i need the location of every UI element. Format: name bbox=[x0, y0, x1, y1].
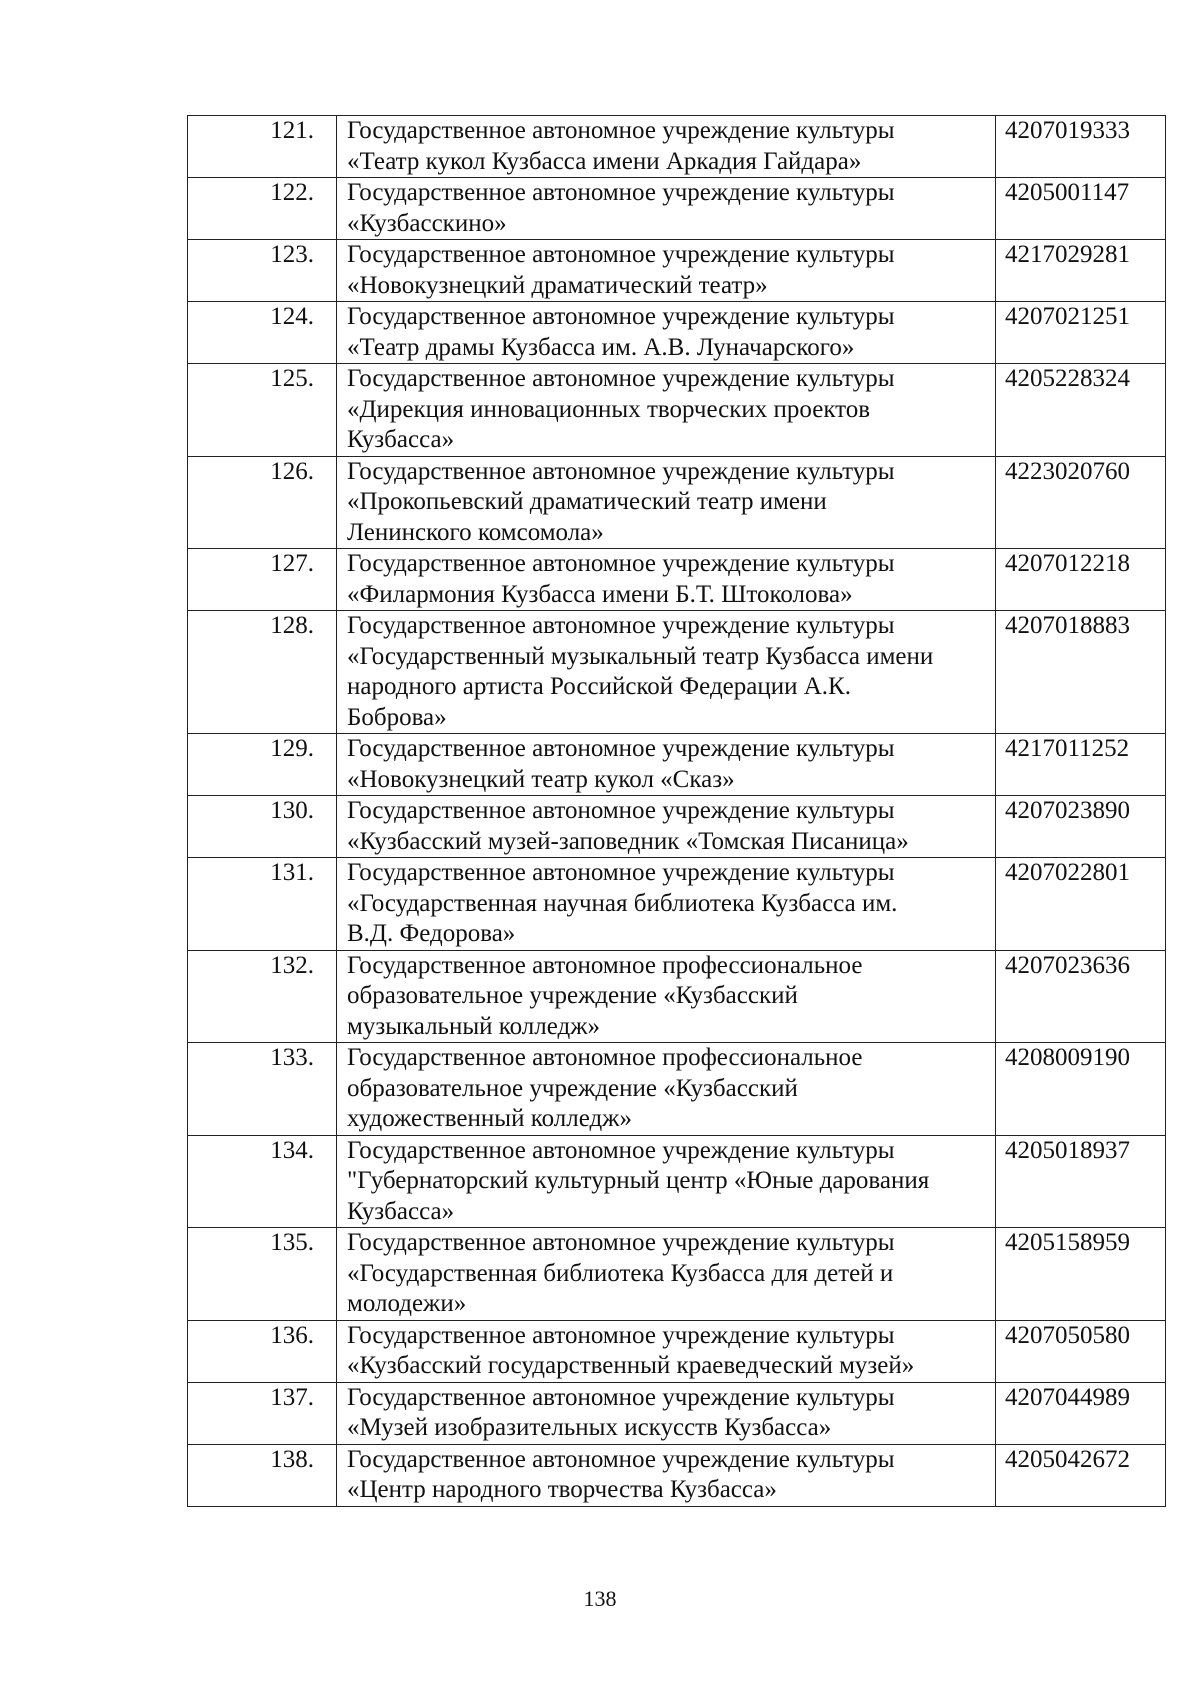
row-number-cell bbox=[188, 302, 337, 364]
table-row bbox=[188, 302, 1166, 364]
inn-cell bbox=[996, 456, 1166, 549]
inn-value: 4208009190 bbox=[1005, 1044, 1130, 1071]
institution-name-cell bbox=[337, 456, 996, 549]
table-row bbox=[188, 734, 1166, 796]
institution-name-cell bbox=[337, 240, 996, 302]
row-number: 132. bbox=[270, 951, 314, 979]
row-number-cell bbox=[188, 364, 337, 457]
row-number: 121. bbox=[270, 117, 314, 144]
institution-name-cell bbox=[337, 734, 996, 796]
institution-name: Государственное автономное учреждение культуры "Губернаторский культурный центр «Юные дарования Кузбасса» bbox=[347, 1136, 930, 1225]
table-row bbox=[188, 178, 1166, 240]
table-row bbox=[188, 364, 1166, 457]
inn-cell bbox=[996, 1135, 1166, 1228]
table-row bbox=[188, 1382, 1166, 1444]
institution-name-cell bbox=[337, 1320, 996, 1382]
institution-name-cell bbox=[337, 364, 996, 457]
row-number-cell bbox=[188, 796, 337, 858]
row-number-cell bbox=[188, 549, 337, 611]
institution-name-cell bbox=[337, 858, 996, 951]
table-row bbox=[188, 116, 1166, 178]
institution-name-cell bbox=[337, 950, 996, 1043]
row-number-cell bbox=[188, 1043, 337, 1136]
inn-value: 4207044989 bbox=[1005, 1383, 1130, 1411]
row-number-cell bbox=[188, 1382, 337, 1444]
inn-value: 4205228324 bbox=[1005, 365, 1130, 392]
institution-name: Государственное автономное учреждение культуры «Кузбасский государственный краеведческий музей» bbox=[347, 1321, 915, 1379]
inn-value: 4207019333 bbox=[1005, 117, 1130, 144]
row-number-cell bbox=[188, 116, 337, 178]
inn-cell bbox=[996, 1382, 1166, 1444]
row-number-cell bbox=[188, 1320, 337, 1382]
table-row bbox=[188, 1135, 1166, 1228]
row-number: 133. bbox=[270, 1044, 314, 1071]
institution-name-cell bbox=[337, 611, 996, 734]
inn-value: 4207022801 bbox=[1005, 859, 1130, 886]
institution-name-cell bbox=[337, 1382, 996, 1444]
inn-value: 4205042672 bbox=[1005, 1445, 1130, 1473]
row-number: 135. bbox=[270, 1229, 314, 1256]
inn-value: 4207023890 bbox=[1005, 797, 1130, 824]
row-number-cell bbox=[188, 611, 337, 734]
inn-value: 4223020760 bbox=[1005, 457, 1130, 485]
institution-name: Государственное автономное учреждение культуры «Прокопьевский драматический театр имени Ленинского комсомола» bbox=[347, 457, 895, 546]
inn-value: 4207021251 bbox=[1005, 303, 1130, 330]
table-row bbox=[188, 1043, 1166, 1136]
institution-name-cell bbox=[337, 302, 996, 364]
row-number: 126. bbox=[270, 457, 314, 485]
row-number: 131. bbox=[270, 859, 314, 886]
row-number-cell bbox=[188, 1444, 337, 1506]
inn-cell bbox=[996, 1444, 1166, 1506]
institution-name: Государственное автономное учреждение культуры «Государственная библиотека Кузбасса для детей и молодежи» bbox=[347, 1229, 895, 1317]
table-row bbox=[188, 950, 1166, 1043]
row-number-cell bbox=[188, 734, 337, 796]
inn-cell bbox=[996, 1043, 1166, 1136]
institution-name-cell bbox=[337, 178, 996, 240]
row-number: 125. bbox=[270, 365, 314, 392]
institution-name-cell bbox=[337, 1043, 996, 1136]
institutions-table bbox=[187, 115, 1166, 1507]
table-row bbox=[188, 549, 1166, 611]
row-number: 137. bbox=[270, 1383, 314, 1411]
inn-cell bbox=[996, 734, 1166, 796]
inn-value: 4205018937 bbox=[1005, 1136, 1130, 1164]
inn-value: 4207012218 bbox=[1005, 550, 1130, 577]
institution-name: Государственное автономное учреждение культуры «Кузбасскино» bbox=[347, 179, 895, 237]
row-number-cell bbox=[188, 1228, 337, 1321]
institution-name-cell bbox=[337, 1228, 996, 1321]
row-number: 122. bbox=[270, 179, 314, 206]
inn-value: 4207023636 bbox=[1005, 951, 1130, 979]
table-row bbox=[188, 1320, 1166, 1382]
row-number-cell bbox=[188, 1135, 337, 1228]
institution-name-cell bbox=[337, 1135, 996, 1228]
row-number-cell bbox=[188, 858, 337, 951]
inn-cell bbox=[996, 1228, 1166, 1321]
institution-name: Государственное автономное учреждение культуры «Театр кукол Кузбасса имени Аркадия Гайдара» bbox=[347, 117, 895, 175]
institution-name: Государственное автономное учреждение культуры «Государственный музыкальный театр Кузбасса имени народного артиста Российской Федерации А.К. Боброва» bbox=[347, 612, 934, 731]
institution-name: Государственное автономное учреждение культуры «Филармония Кузбасса имени Б.Т. Штоколова» bbox=[347, 550, 895, 608]
row-number: 138. bbox=[270, 1445, 314, 1473]
row-number-cell bbox=[188, 950, 337, 1043]
inn-value: 4205001147 bbox=[1005, 179, 1130, 206]
inn-cell bbox=[996, 858, 1166, 951]
page-number: 138 bbox=[583, 1586, 617, 1611]
table-row bbox=[188, 1444, 1166, 1506]
table-row bbox=[188, 858, 1166, 951]
institution-name-cell bbox=[337, 549, 996, 611]
inn-cell bbox=[996, 240, 1166, 302]
institution-name-cell bbox=[337, 1444, 996, 1506]
row-number: 123. bbox=[270, 241, 314, 268]
inn-value: 4217029281 bbox=[1005, 241, 1130, 268]
row-number: 124. bbox=[270, 303, 314, 330]
inn-cell bbox=[996, 116, 1166, 178]
row-number-cell bbox=[188, 178, 337, 240]
institution-name: Государственное автономное учреждение культуры «Государственная научная библиотека Кузбасса им. В.Д. Федорова» bbox=[347, 859, 898, 947]
table-row bbox=[188, 456, 1166, 549]
table-row bbox=[188, 1228, 1166, 1321]
inn-value: 4207050580 bbox=[1005, 1321, 1130, 1349]
institution-name: Государственное автономное учреждение культуры «Новокузнецкий драматический театр» bbox=[347, 241, 895, 299]
inn-cell bbox=[996, 549, 1166, 611]
row-number: 127. bbox=[270, 550, 314, 577]
row-number: 129. bbox=[270, 735, 314, 762]
institution-name-cell bbox=[337, 796, 996, 858]
row-number-cell bbox=[188, 456, 337, 549]
inn-cell bbox=[996, 1320, 1166, 1382]
table-row bbox=[188, 611, 1166, 734]
institution-name: Государственное автономное профессиональное образовательное учреждение «Кузбасский художественный колледж» bbox=[347, 1044, 863, 1132]
institution-name: Государственное автономное учреждение культуры «Центр народного творчества Кузбасса» bbox=[347, 1445, 895, 1503]
institutions-table-body bbox=[188, 116, 1166, 1507]
row-number: 130. bbox=[270, 797, 314, 824]
row-number-cell bbox=[188, 240, 337, 302]
institution-name: Государственное автономное учреждение культуры «Музей изобразительных искусств Кузбасса» bbox=[347, 1383, 895, 1441]
table-row bbox=[188, 796, 1166, 858]
institution-name: Государственное автономное учреждение культуры «Кузбасский музей-заповедник «Томская Писаница» bbox=[347, 797, 909, 855]
inn-value: 4207018883 bbox=[1005, 612, 1130, 639]
inn-cell bbox=[996, 611, 1166, 734]
inn-cell bbox=[996, 302, 1166, 364]
row-number: 134. bbox=[270, 1136, 314, 1164]
inn-cell bbox=[996, 796, 1166, 858]
inn-cell bbox=[996, 364, 1166, 457]
row-number: 128. bbox=[270, 612, 314, 639]
inn-cell bbox=[996, 950, 1166, 1043]
institution-name: Государственное автономное учреждение культуры «Дирекция инновационных творческих проектов Кузбасса» bbox=[347, 365, 895, 453]
row-number: 136. bbox=[270, 1321, 314, 1349]
inn-value: 4217011252 bbox=[1005, 735, 1130, 762]
institution-name: Государственное автономное профессиональное образовательное учреждение «Кузбасский музыкальный колледж» bbox=[347, 951, 863, 1040]
institution-name: Государственное автономное учреждение культуры «Театр драмы Кузбасса им. А.В. Луначарского» bbox=[347, 303, 895, 361]
inn-value: 4205158959 bbox=[1005, 1229, 1130, 1256]
institution-name: Государственное автономное учреждение культуры «Новокузнецкий театр кукол «Сказ» bbox=[347, 735, 895, 793]
table-row bbox=[188, 240, 1166, 302]
inn-cell bbox=[996, 178, 1166, 240]
institution-name-cell bbox=[337, 116, 996, 178]
